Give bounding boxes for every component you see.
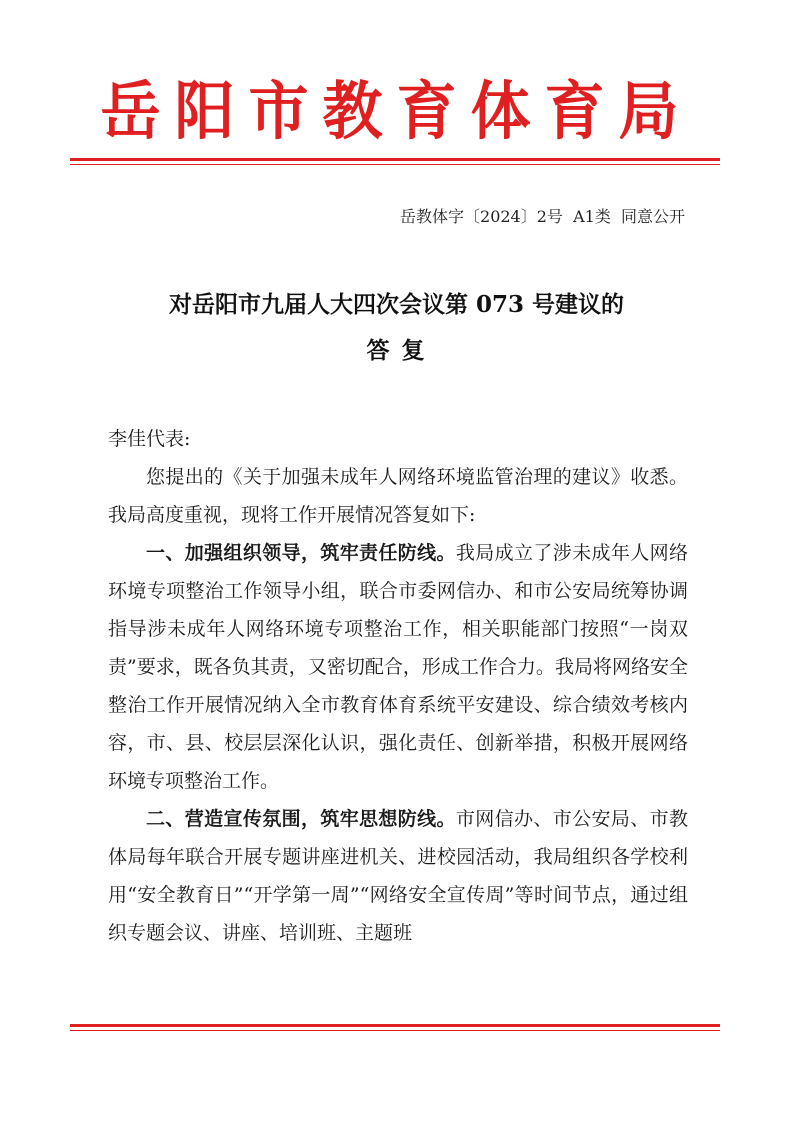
document-title-line2: 答 复 xyxy=(366,337,427,364)
masthead-rule-thick xyxy=(70,158,720,161)
document-number: 岳教体字〔2024〕2号 A1类 同意公开 xyxy=(400,207,685,226)
footer-rule-thin xyxy=(70,1030,720,1031)
masthead-rule-thin xyxy=(70,164,720,165)
salutation: 李佳代表: xyxy=(108,428,191,450)
section1-paragraph xyxy=(108,534,688,800)
document-body xyxy=(108,420,688,952)
section2-heading: 二、营造宣传氛围，筑牢思想防线。 xyxy=(146,808,456,830)
intro-paragraph: 您提出的《关于加强未成年人网络环境监管治理的建议》收悉。我局高度重视，现将工作开展情况答复如下: xyxy=(108,466,688,526)
section1-heading: 一、加强组织领导，筑牢责任防线。 xyxy=(146,542,456,564)
section2-text: 市网信办、市公安局、市教体局每年联合开展专题讲座进机关、进校园活动，我局组织各学校利用“安全教育日”“开学第一周”“网络安全宣传周”等时间节点，通过组织专题会议、讲座、培训班、主题班 xyxy=(108,808,688,944)
footer-rule-thick xyxy=(70,1024,720,1027)
masthead-title: 岳阳市教育体育局 xyxy=(100,75,693,149)
document-title-line1: 对岳阳市九届人大四次会议第 073 号建议的 xyxy=(168,291,625,318)
section1-text: 我局成立了涉未成年人网络环境专项整治工作领导小组，联合市委网信办、和市公安局统筹协调指导涉未成年人网络环境专项整治工作，相关职能部门按照“一岗双责”要求，既各负其责，又密切配合，形成工作合力。我局将网络安全整治工作开展情况纳入全市教育体育系统平安建设、综合绩效考核内容，市、县、校层层深化认识，强化责任、创新举措，积极开展网络环境专项整治工作。 xyxy=(108,542,688,792)
section2-paragraph xyxy=(108,800,688,952)
